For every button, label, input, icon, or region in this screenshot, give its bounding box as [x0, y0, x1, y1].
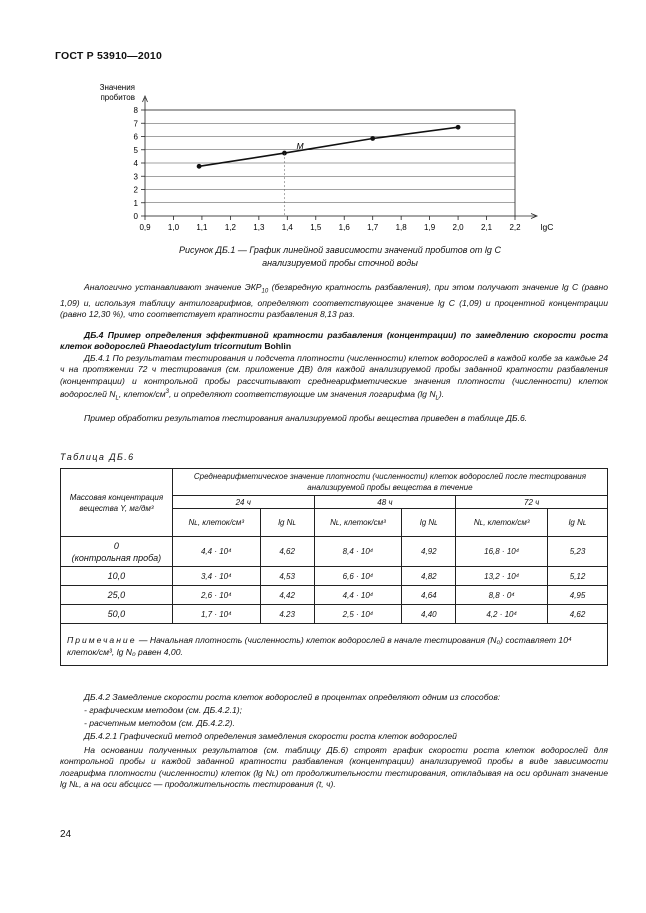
x-tick-label: 1,6 [338, 223, 350, 232]
value-cell: 1,7 · 10⁴ [172, 605, 260, 624]
section-heading-db4: ДБ.4 Пример определения эффективной кратности разбавления (концентрации) по замедлению скорости роста клеток водорослей Phaeodactylum tricornutum Bohlin [60, 330, 608, 352]
y-tick-label: 2 [133, 185, 138, 195]
series-line [199, 127, 458, 166]
header-48h: 48 ч [314, 496, 456, 509]
header-nl: Nʟ, клеток/см³ [172, 509, 260, 537]
paragraph-graph-method: На основании полученных результатов (см. таблицу ДБ.6) строят график скорости роста клеток водорослей для контрольной пробы и каждой заданной кратности разбавления (концентрации) анализируемой пробы в виде зависимости логарифма плотности (численности) клеток (lg Nʟ) от продолжительности тестирования, откладывая на оси ординат значение lg Nʟ, а на оси абсцисс — продолжительность тестирования (t, ч). [60, 745, 608, 789]
value-cell: 6,6 · 10⁴ [314, 567, 402, 586]
value-cell: 5,23 [548, 537, 608, 567]
x-tick-label: 2,2 [509, 223, 521, 232]
concentration-cell: 50,0 [61, 605, 173, 624]
value-cell: 4,95 [548, 586, 608, 605]
value-cell: 4,2 · 10⁴ [456, 605, 548, 624]
table-row [61, 605, 608, 624]
header-lg: lg Nʟ [548, 509, 608, 537]
concentration-cell: 10,0 [61, 567, 173, 586]
value-cell: 4,62 [548, 605, 608, 624]
table-row [61, 537, 608, 567]
y-tick-label: 3 [133, 172, 138, 182]
concentration-cell: 0 (контрольная проба) [61, 537, 173, 567]
header-24h: 24 ч [172, 496, 314, 509]
table-title: Таблица ДБ.6 [60, 452, 135, 462]
figure-caption [60, 244, 620, 270]
value-cell: 2,5 · 10⁴ [314, 605, 402, 624]
value-cell: 4,4 · 10⁴ [314, 586, 402, 605]
x-tick-label: 1,4 [281, 223, 293, 232]
document-header: ГОСТ Р 53910—2010 [55, 50, 163, 62]
caption-line-1: Рисунок ДБ.1 — График линейной зависимости значений пробитов от lg C [179, 245, 501, 255]
table-db6 [60, 468, 608, 666]
y-tick-label: 7 [133, 119, 138, 129]
data-point [456, 125, 461, 130]
table-row [61, 567, 608, 586]
list-item: - расчетным методом (см. ДБ.4.2.2). [84, 718, 235, 728]
x-tick-label: 0,9 [139, 223, 151, 232]
value-cell: 4,64 [402, 586, 456, 605]
value-cell: 4,40 [402, 605, 456, 624]
x-tick-label: 1,2 [224, 223, 236, 232]
concentration-cell: 25,0 [61, 586, 173, 605]
value-cell: 4,42 [260, 586, 314, 605]
y-tick-label: 5 [133, 145, 138, 155]
paragraph-db42: ДБ.4.2 Замедление скорости роста клеток водорослей в процентах определяют одним из способов: [84, 692, 501, 702]
y-tick-label: 0 [133, 212, 138, 221]
data-point [197, 164, 202, 169]
header-lg: lg Nʟ [402, 509, 456, 537]
y-tick-label: 8 [133, 106, 138, 115]
paragraph-db41: ДБ.4.1 По результатам тестирования и подсчета плотности (численности) клеток водорослей в каждой колбе за каждые 24 ч на протяжении 72 ч тестирования (см. приложение ДВ) для каждой анализируемой пробы заданной кратности разбавления (концентрации) и контрольной пробы рассчитывают среднеарифметические значения плотности (численности) клеток водорослей $N_L$, клеток/$см^3$, и определяют соответствующие им значения логарифма (lg $N_L$). [60, 353, 608, 402]
x-tick-label: 1,9 [424, 223, 436, 232]
y-tick-label: 4 [133, 159, 138, 168]
paragraph-example: Пример обработки результатов тестирования анализируемой пробы вещества приведен в таблице ДБ.6. [84, 413, 528, 423]
table-note: Примечание — Начальная плотность (численность) клеток водорослей в начале тестирования (N₀) составляет 10⁴ клеток/см³, lg N₀ равен 4,00. [61, 624, 608, 666]
x-tick-label: 1,3 [253, 223, 265, 232]
value-cell: 4,82 [402, 567, 456, 586]
value-cell: 4.23 [260, 605, 314, 624]
list-item: - графическим методом (см. ДБ.4.2.1); [84, 705, 242, 715]
value-cell: 4,62 [260, 537, 314, 567]
header-nl: Nʟ, клеток/см³ [314, 509, 402, 537]
data-point [370, 136, 375, 141]
value-cell: 5,12 [548, 567, 608, 586]
header-lg: lg Nʟ [260, 509, 314, 537]
x-tick-label: 2,1 [480, 223, 493, 232]
value-cell: 8,8 · 0⁴ [456, 586, 548, 605]
x-axis-label: lgC [540, 222, 554, 232]
value-cell: 3,4 · 10⁴ [172, 567, 260, 586]
value-cell: 4,92 [402, 537, 456, 567]
value-cell: 13,2 · 10⁴ [456, 567, 548, 586]
header-72h: 72 ч [456, 496, 608, 509]
y-tick-label: 6 [133, 132, 138, 142]
page-number: 24 [60, 829, 72, 840]
value-cell: 4,53 [260, 567, 314, 586]
y-axis-label-line2: пробитов [100, 93, 135, 102]
x-tick-label: 1,8 [395, 223, 407, 232]
x-tick-label: 1,1 [196, 223, 208, 232]
x-tick-label: 2,0 [452, 223, 464, 232]
y-axis-label-line1: Значения [99, 84, 135, 92]
header-concentration: Массовая концентрация вещества Y, мг/дм³ [61, 469, 173, 537]
paragraph-db421: ДБ.4.2.1 Графический метод определения замедления скорости роста клеток водорослей [84, 731, 457, 741]
y-tick-label: 1 [133, 198, 138, 208]
table-row [61, 586, 608, 605]
value-cell: 2,6 · 10⁴ [172, 586, 260, 605]
probit-chart [60, 84, 580, 244]
caption-line-2: анализируемой пробы сточной воды [262, 258, 418, 268]
header-group: Среднеарифметическое значение плотности (численности) клеток водорослей после тестирования анализируемой пробы вещества в течение [172, 469, 607, 496]
paragraph-ekr: Аналогично устанавливают значение $ЭКР_{10}$ (безвредную кратность разбавления), при этом получают значение lg С (равно 1,09) и, используя таблицу антилогарифмов, определяют соответствующее значение lg С (1,09) и процентной концентрации (равно 12,30 %), что соответствует кратности разбавления 8,13 раз. [60, 282, 609, 320]
header-nl: Nʟ, клеток/см³ [456, 509, 548, 537]
value-cell: 4,4 · 10⁴ [172, 537, 260, 567]
point-annotation: M [296, 141, 304, 152]
value-cell: 8,4 · 10⁴ [314, 537, 402, 567]
x-tick-label: 1,0 [167, 223, 180, 232]
x-tick-label: 1,5 [310, 223, 322, 232]
x-tick-label: 1,7 [367, 223, 379, 232]
value-cell: 16,8 · 10⁴ [456, 537, 548, 567]
